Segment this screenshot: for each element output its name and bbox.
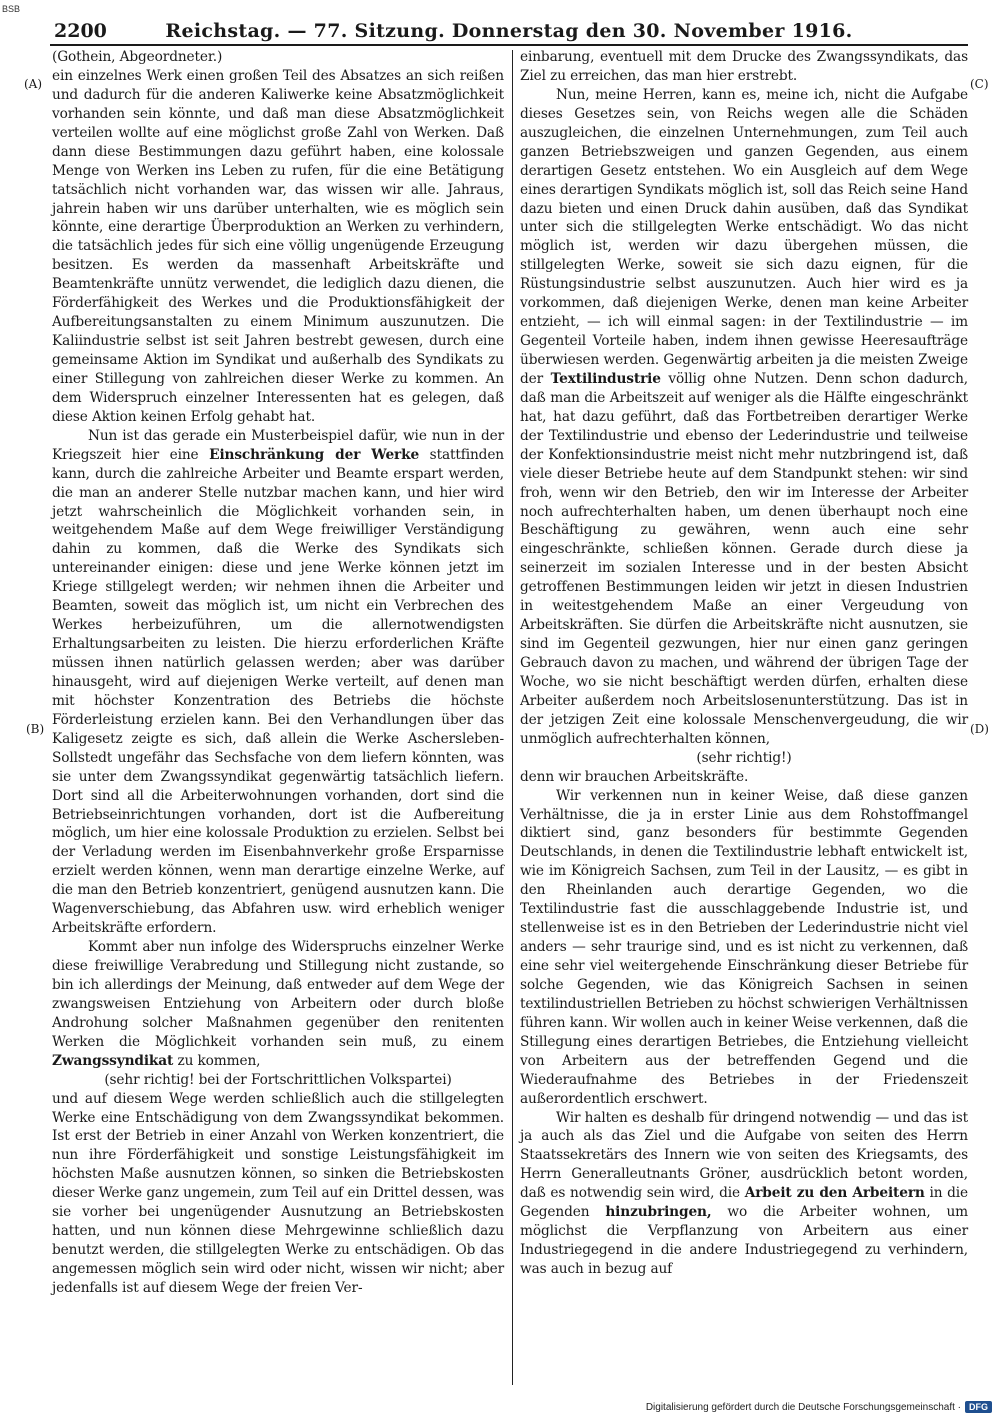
paragraph: und auf diesem Wege werden schließlich auch die stillgelegten Werke eine Entschädigung von dem Zwangssyndikat bekommen. Ist erst der Betrieb in einer Anzahl von Werken konzentriert, die nun ihre Förderfähigkeit und sonstige Leistungsfähigkeit im höchsten Maße ausnutzen können, so sinken die Betriebskosten dieser Werke ganz ungemein, zum Teil auf ein Drittel dessen, was sie vorher bei ungenügender Ausnutzung an Betriebskosten hatten, und nun können diese Mehrgewinne schließlich dazu benutzt werden, die stillgelegten Werke zu entschädigen. Ob das angemessen möglich sein wird oder nicht, wissen wir nicht; aber jedenfalls ist auf diesem Wege der freien Ver- <box>52 1090 504 1296</box>
paragraph: Nun, meine Herren, kann es, meine ich, nicht die Aufgabe dieses Gesetzes sein, von Reichs wegen alle die Schäden auszugleichen, die einzelnen Unternehmungen, zum Teil auch ganzen Betriebszweigen und ganzen Gegenden, aus einem derartigen Gesetz entstehen. Wo ein Ausgleich auf dem Wege eines derartigen Syndikats möglich ist, soll das Reich seine Hand dazu bieten und einen Druck dahin ausüben, daß das Syndikat unter sich die stillgelegten Werke entschädigt. Wo das nicht möglich ist, werden wir dazu übergehen müssen, die stillgelegten Werke, soweit sie sich dazu eignen, für die Rüstungsindustrie selbst auszunutzen. Auch hier wird es ja vorkommen, daß diejenigen Werke, denen man keine Arbeiter entzieht, — ich will einmal sagen: in der Textilindustrie — im Gegenteil Vorteile haben, indem ihnen gewisse Heeresaufträge überwiesen werden. Gegenwärtig arbeiten ja die meisten Zweige der Textilindustrie völlig ohne Nutzen. Denn schon dadurch, daß man die Arbeitszeit auf weniger als die Hälfte eingeschränkt hat, hat dazu geführt, daß das Fortbetreiben derartiger Werke der Textilindustrie und ebenso der Lederindustrie und teilweise der Konfektionsindustrie meist nicht mehr nutzbringend ist, daß viele dieser Betriebe heute auf dem Standpunkt stehen: wir sind froh, wenn wir den Betrieb, den wir im Interesse der Arbeiter noch aufrechterhalten haben, um denen überhaupt noch eine Beschäftigung zu gewähren, wenn auch eine sehr eingeschränkte, schließen können. Gerade durch diese ja seinerzeit im sozialen Interesse und in der besten Absicht getroffenen Bestimmungen leiden wir jetzt in diesen Industrien in weitestgehendem Maße an einer Vergeudung von Arbeitskräften. Sie dürfen die Arbeitskräfte nicht ausnutzen, sie sind im Gegenteil gezwungen, hier nur einen ganz geringen Gebrauch davon zu machen, und während der übrigen Tage der Woche, wo sie nicht beschäftigt werden dürfen, erhalten diese Arbeiter außerdem noch Arbeitslosenunterstützung. Das ist in der jetzigen Zeit eine kolossale Menschenvergeudung, die wir unmöglich aufrechterhalten können, <box>520 86 968 747</box>
margin-marker-b: (B) <box>26 722 45 736</box>
emphasis: Textilindustrie <box>550 370 661 387</box>
paragraph: Wir verkennen nun in keiner Weise, daß diese ganzen Verhältnisse, die ja in erster Linie aus dem Rohstoffmangel diktiert sind, ganz besonders für bestimmte Gegenden Deutschlands, in denen die Textilindustrie lebhaft entwickelt ist, wie im Königreich Sachsen, zum Teil in der Lausitz, — es gibt in den Rheinlanden auch derartige Gegenden, wo die Textilindustrie fast die ausschlaggebende Industrie ist, und stellenweise ist es in den Betrieben der Lederindustrie nicht viel anders — sehr traurige sind, und es ist nicht zu verkennen, daß eine sehr viel weitergehende Einschränkung dieser Betriebe für solche Gegenden, wie das Königreich Sachsen in seinen textilindustriellen Betrieben zu höchst schwierigen Verhältnissen führen kann. Wir wollen auch in keiner Weise verkennen, daß die Stillegung eines derartigen Betriebes, die Entziehung vielleicht von Arbeitern aus der betreffenden Gegend und die Wiederaufnahme des Betriebes in der Friedenszeit außerordentlich erschwert. <box>520 787 968 1107</box>
dfg-logo: DFG <box>965 1401 992 1413</box>
right-column <box>520 48 968 1279</box>
paragraph: einbarung, eventuell mit dem Drucke des Zwangssyndikats, das Ziel zu erreichen, das man hier erstrebt. <box>520 49 968 84</box>
paragraph: Wir halten es deshalb für dringend notwendig — und das ist ja auch als das Ziel und die Aufgabe von seiten des Herrn Staatssekretärs des Innern wie von seiten des Kriegsamts, des Herrn Generalleutnants Gröner, ausdrücklich betont worden, daß es notwendig sein wird, die Arbeit zu den Arbeitern in die Gegenden hinzubringen, wo die Arbeiter wohnen, um möglichst die Verpflanzung von Arbeitern aus einer Industriegegend in die andere Industriegegend zu verhindern, was auch in bezug auf <box>520 1109 968 1277</box>
paragraph: Kommt aber nun infolge des Widerspruchs einzelner Werke diese freiwillige Verabredung und Stillegung nicht zustande, so bin ich allerdings der Meinung, daß entweder auf dem Wege der zwangsweisen Entziehung von Arbeitern oder durch bloße Androhung solcher Maßnahmen gegenüber den renitenten Werken die Möglichkeit vorhanden sein muß, zu einem Zwangssyndikat zu kommen, <box>52 939 504 1069</box>
interjection: (sehr richtig!) <box>696 749 792 766</box>
emphasis: Zwangssyndikat <box>52 1052 174 1069</box>
margin-marker-d: (D) <box>970 722 989 736</box>
interjection: (sehr richtig! bei der Fortschrittlichen Volkspartei) <box>104 1071 452 1088</box>
funding-footer <box>646 1400 992 1414</box>
column-divider <box>512 50 513 1385</box>
emphasis: hinzubringen, <box>605 1204 712 1221</box>
emphasis: Arbeit zu den Arbeitern <box>744 1185 925 1202</box>
running-title: Reichstag. — 77. Sitzung. Donnerstag den 30. November 1916. <box>165 20 853 42</box>
left-column <box>52 48 504 1298</box>
paragraph: Nun ist das gerade ein Musterbeispiel dafür, wie nun in der Kriegszeit hier eine Einschränkung der Werke stattfinden kann, durch die zahlreiche Arbeiter und Beamte erspart werden, die man an anderer Stelle nutzbar machen kann, und hier wird jetzt wahrscheinlich die Möglichkeit vorhanden sein, in weitgehendem Maße auf dem Wege freiwilliger Verständigung dahin zu kommen, daß die Werke des Syndikats sich untereinander einigen: diese und jene Werke können jetzt im Kriege stillgelegt werden; wir nehmen ihnen die Arbeiter und Beamten, soweit das möglich ist, um nicht ein Verbrechen des Werkes herbeizuführen, um die allernotwendigsten Erhaltungsarbeiten zu leisten. Die hierzu erforderlichen Kräfte müssen ihnen natürlich gelassen werden; aber was darüber hinausgeht, wird auf diejenigen Werke verteilt, auf denen man mit höchster Konzentration des Betriebs die höchste Förderleistung erzielen kann. Bei den Verhandlungen über das Kaligesetz zeigte es sich, daß allein die Werke Aschersleben-Sollstedt ungefähr das Sechsfache von dem liefern könnten, was sie unter dem Zwangssyndikat gegenwärtig tatsächlich liefern. Dort sind all die Arbeiterwohnungen vorhanden, dort sind die Betriebseinrichtungen vorhanden, dort ist die Aufbereitung möglich, um hier eine kolossale Produktion zu erzielen. Selbst bei der Verladung werden im Eisenbahnverkehr große Ersparnisse erzielt werden können, wenn man derartige einzelne Werke, auf die man den Betrieb konzentriert, genügend ausnutzen kann. Die Wagenverschiebung, das Abfahren usw. wird erheblich weniger Arbeitskräfte erfordern. <box>52 427 504 937</box>
paragraph: denn wir brauchen Arbeitskräfte. <box>520 768 749 785</box>
footer-text: Digitalisierung gefördert durch die Deutsche Forschungsgemeinschaft · <box>645 1401 961 1413</box>
margin-marker-c: (C) <box>970 77 989 91</box>
paragraph: ein einzelnes Werk einen großen Teil des Absatzes an sich reißen und dadurch für die anderen Kaliwerke keine Absatzmöglichkeit vorhanden sein könnte, und daß man diese Absatzmöglichkeit verteilen wollte auf eine möglichst große Zahl von Werken. Daß dann diese Bestimmungen dazu geführt haben, eine kolossale Menge von Werken ins Leben zu rufen, für die eine Betätigung tatsächlich nicht vorhanden war, das wissen wir alle. Jahraus, jahrein haben wir uns darüber unterhalten, wie es möglich sein könnte, eine derartige Überproduktion an Werken zu verhindern, die tatsächlich jedes für sich eine völlig ungenügende Erzeugung besitzen. Es werden da massenhaft Arbeitskräfte und Beamtenkräfte unnütz verwendet, die lediglich dazu dienen, die Förderfähigkeit des Werkes und die Produktionsfähigkeit der Aufbereitungsanstalten zu einem Minimum auszunutzen. Die Kaliindustrie selbst ist seit Jahren bestrebt gewesen, durch eine gemeinsame Aktion im Syndikat und außerhalb des Syndikats zu einer Stillegung von zahlreichen dieser Werke zu kommen. An dem Widerspruch einzelner Interessenten hat es gelegen, daß diese Aktion keinen Erfolg gehabt hat. <box>52 67 504 425</box>
margin-marker-a: (A) <box>24 77 43 91</box>
page-number: 2200 <box>54 20 107 42</box>
library-mark: BSB <box>2 4 21 14</box>
emphasis: Einschränkung der Werke <box>209 446 420 463</box>
page-header <box>54 16 964 46</box>
speaker-label: (Gothein, Abgeordneter.) <box>52 49 223 65</box>
header-rule <box>50 44 968 46</box>
